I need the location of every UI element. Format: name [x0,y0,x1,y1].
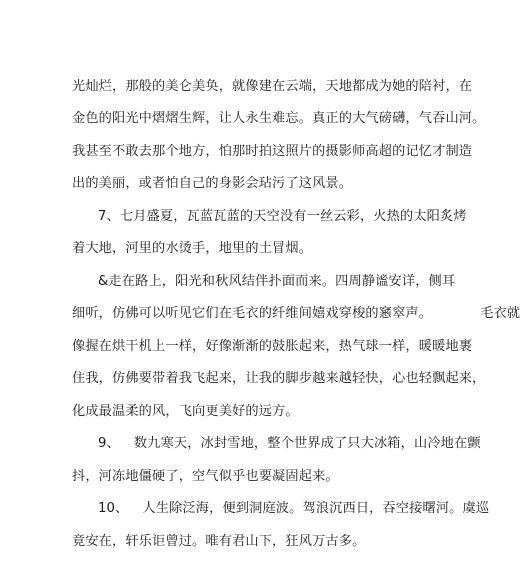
numbered-item-9 [98,436,481,452]
text-line: 抖，河冻地僵硬了，空气似乎也要凝固起来。 [72,469,339,484]
text-line: 住我，仿佛要带着我飞起来，让我的脚步越来越轻快，心也轻飘起来， [72,371,486,386]
text-segment: 七月盛夏，瓦蓝瓦蓝的天空没有一丝云彩，火热的太阳炙烤 [119,209,467,224]
item-number: 9、 [98,436,120,451]
text-line: 我甚至不敢去那个地方，怕那时拍这照片的摄影师高超的记忆才制造 [72,144,473,159]
text-segment: 人生除泛海，便到洞庭波。驾浪沉西日，吞空接曙河。虞巡 [142,501,490,516]
item-number: 7、 [98,209,120,224]
text-line: 像握在烘干机上一样，好像渐渐的鼓胀起来，热气球一样，暖暖地裹 [72,339,473,354]
numbered-item-10 [98,501,489,517]
text-segment: 毛衣就 [480,306,520,321]
text-segment: 数九寒天，冰封雪地，整个世界成了只大冰箱，山冷地在颤 [133,436,481,451]
text-line: 着大地，河里的水烫手，地里的土冒烟。 [72,241,313,256]
text-line: 化成最温柔的风，飞向更美好的远方。 [72,404,299,419]
text-line: 出的美丽，或者怕自己的身影会玷污了这风景。 [72,176,353,191]
text-line: 金色的阳光中熠熠生辉，让人永生难忘。真正的大气磅礴，气吞山河。 [72,111,486,126]
text-line: 竟安在，轩乐讵曾过。唯有君山下，狂风万古多。 [72,534,366,549]
text-segment: 细听，仿佛可以听见它们在毛衣的纤维间嬉戏穿梭的窸窣声。 [72,306,433,321]
text-line: 光灿烂，那般的美仑美奂，就像建在云端，天地都成为她的陪衬，在 [72,79,473,94]
item-number: 10、 [98,501,129,516]
text-line [72,306,520,322]
numbered-item-7 [98,209,467,225]
text-line: &走在路上，阳光和秋风结伴扑面而来。四周静谧安详，侧耳 [98,274,456,289]
